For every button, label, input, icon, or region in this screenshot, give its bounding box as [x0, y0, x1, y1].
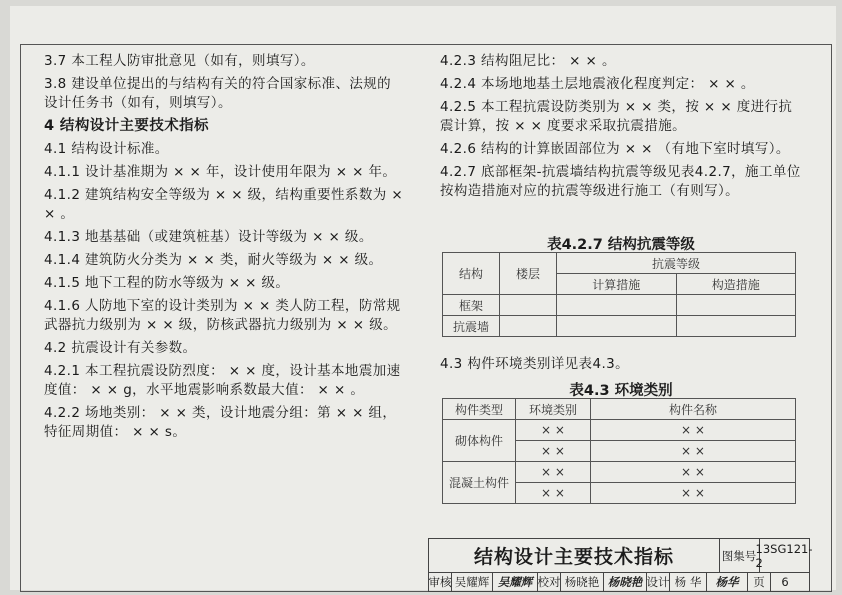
- check-name: 杨晓艳: [561, 572, 604, 592]
- row-frame: 框架: [443, 295, 500, 316]
- group-concrete: 混凝土构件: [443, 462, 516, 504]
- page-number: 6: [781, 575, 789, 589]
- header-structure: 结构: [443, 253, 500, 295]
- title-block: [428, 538, 813, 592]
- paragraph: 4.2.6 结构的计算嵌固部位为 × × （有地下室时填写）。: [440, 141, 790, 157]
- design-label: 设计: [647, 572, 670, 592]
- table-cell: × ×: [516, 441, 591, 462]
- header-calc-measure: 计算措施: [557, 274, 677, 295]
- table-4-2-7-caption: 表4.2.7 结构抗震等级: [547, 237, 695, 253]
- atlas-label: 图集号: [719, 539, 760, 573]
- header-env-class: 环境类别: [516, 399, 591, 420]
- design-signature: 杨华: [707, 572, 748, 592]
- paragraph: 4.1.5 地下工程的防水等级为 × × 级。: [44, 275, 290, 291]
- table-cell: × ×: [516, 462, 591, 483]
- header-constr-measure: 构造措施: [676, 274, 796, 295]
- drawing-title: 结构设计主要技术指标: [429, 539, 720, 573]
- right-text-column: [440, 52, 802, 205]
- paragraph: 4.2.4 本场地地基土层地震液化程度判定： × × 。: [440, 76, 755, 92]
- environment-class-table: [442, 398, 796, 504]
- review-signature: 吴耀辉: [493, 572, 538, 592]
- header-floor: 楼层: [500, 253, 557, 295]
- section-heading: 4 结构设计主要技术指标: [44, 118, 209, 134]
- table-cell: × ×: [591, 483, 796, 504]
- table-4-3-caption: 表4.3 环境类别: [569, 383, 673, 399]
- paragraph: 4.1 结构设计标准。: [44, 141, 169, 157]
- row-shear-wall: 抗震墙: [443, 316, 500, 337]
- paragraph: 4.2.1 本工程抗震设防烈度： × × 度，设计基本地震加速度值： × × g，水平地震影响系数最大值： × × 。: [44, 363, 401, 398]
- table-cell: × ×: [516, 420, 591, 441]
- paragraph: 4.1.3 地基基础（或建筑桩基）设计等级为 × × 级。: [44, 229, 373, 245]
- table-cell: × ×: [591, 441, 796, 462]
- header-member-name: 构件名称: [591, 399, 796, 420]
- paragraph: 4.2.5 本工程抗震设防类别为 × × 类，按 × × 度进行抗震计算，按 × × 度要求采取抗震措施。: [440, 99, 793, 134]
- design-name: 杨 华: [670, 572, 707, 592]
- seismic-grade-table: [442, 252, 796, 337]
- group-masonry: 砌体构件: [443, 420, 516, 462]
- review-name: 吴耀辉: [452, 572, 493, 592]
- page-label: 页: [748, 572, 771, 592]
- paragraph: 4.2 抗震设计有关参数。: [44, 340, 197, 356]
- paragraph: 3.7 本工程人防审批意见（如有，则填写）。: [44, 53, 315, 69]
- paragraph: 4.1.2 建筑结构安全等级为 × × 级，结构重要性系数为 × × 。: [44, 187, 404, 222]
- table-cell: × ×: [591, 462, 796, 483]
- left-text-column: [44, 52, 404, 446]
- table-cell: × ×: [591, 420, 796, 441]
- paragraph: 4.2.2 场地类别： × × 类，设计地震分组：第 × × 组， 特征周期值： × × s。: [44, 405, 397, 440]
- paragraph: 4.2.7 底部框架-抗震墙结构抗震等级见表4.2.7，施工单位按构造措施对应的抗震等级进行施工（有则写）。: [440, 164, 801, 199]
- atlas-number: 13SG121-2: [759, 539, 809, 573]
- check-signature: 杨晓艳: [604, 572, 647, 592]
- paragraph: 4.1.6 人防地下室的设计类别为 × × 类人防工程，防常规武器抗力级别为 × × 级，防核武器抗力级别为 × × 级。: [44, 298, 401, 333]
- paragraph: 4.1.4 建筑防火分类为 × × 类，耐火等级为 × × 级。: [44, 252, 383, 268]
- table-cell: × ×: [516, 483, 591, 504]
- header-seismic-grade: 抗震等级: [557, 253, 796, 274]
- review-label: 审核: [429, 572, 452, 592]
- paragraph: 4.1.1 设计基准期为 × × 年，设计使用年限为 × × 年。: [44, 164, 397, 180]
- para-4-3: 4.3 构件环境类别详见表4.3。: [440, 356, 630, 372]
- paragraph: 4.2.3 结构阻尼比： × × 。: [440, 53, 616, 69]
- check-label: 校对: [538, 572, 561, 592]
- header-member-type: 构件类型: [443, 399, 516, 420]
- paragraph: 3.8 建设单位提出的与结构有关的符合国家标准、法规的设计任务书（如有，则填写）。: [44, 76, 392, 111]
